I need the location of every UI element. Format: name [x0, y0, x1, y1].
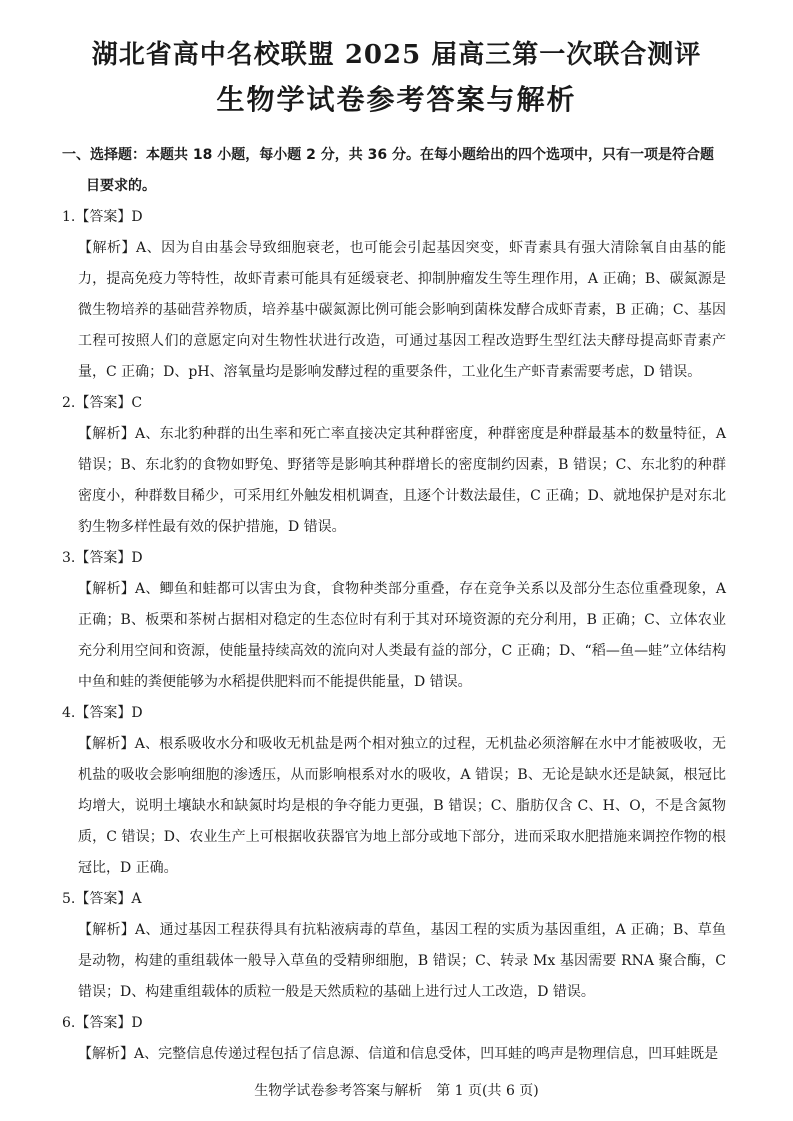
- answer-line: 2.【答案】C: [62, 395, 143, 411]
- analysis-paragraph: 【解析】A、完整信息传递过程包括了信息源、信道和信息受体，凹耳蛙的鸣声是物理信息，凹耳蛙既是: [78, 1046, 719, 1062]
- answer-line: 1.【答案】D: [62, 209, 143, 225]
- analysis-paragraph: 【解析】A、因为自由基会导致细胞衰老，也可能会引起基因突变，虾青素具有强大清除氧自由基的能力，提高免疫力等特性，故虾青素可能具有延缓衰老、抑制肿瘤发生等生理作用，A 正确；B、碳氮源是微生物培养的基础营养物质，培养基中碳氮源比例可能会影响到菌株发酵合成虾青素，B 正确；C、基因工程可按照人们的意愿定向对生物性状进行改造，可通过基因工程改造野生型红法夫酵母提高虾青素产量，C 正确；D、pH、溶氧量均是影响发酵过程的重要条件，工业化生产虾青素需要考虑，D 错误。: [78, 240, 726, 380]
- answer-line: 5.【答案】A: [62, 891, 142, 907]
- question-block-1: [62, 202, 726, 388]
- analysis-paragraph: 【解析】A、根系吸收水分和吸收无机盐是两个相对独立的过程，无机盐必须溶解在水中才能被吸收，无机盐的吸收会影响细胞的渗透压，从而影响根系对水的吸收，A 错误；B、无论是缺水还是缺氮，根冠比均增大，说明土壤缺水和缺氮时均是根的争夺能力更强，B 错误；C、脂肪仅含 C、H、O，不是含氮物质，C 错误；D、农业生产上可根据收获器官为地上部分或地下部分，进而采取水肥措施来调控作物的根冠比，D 正确。: [78, 736, 726, 876]
- answer-line: 3.【答案】D: [62, 550, 143, 566]
- document-title: 湖北省高中名校联盟 2025 届高三第一次联合测评: [91, 40, 702, 70]
- question-block-5: [62, 884, 726, 1008]
- analysis-paragraph: 【解析】A、通过基因工程获得具有抗粘液病毒的草鱼，基因工程的实质为基因重组，A 正确；B、草鱼是动物，构建的重组载体一般导入草鱼的受精卵细胞，B 错误；C、转录 Mx 基因需要 RNA 聚合酶，C 错误；D、构建重组载体的质粒一般是天然质粒的基础上进行过人工改造，D 错误。: [78, 922, 726, 1000]
- analysis-paragraph: 【解析】A、东北豹种群的出生率和死亡率直接决定其种群密度，种群密度是种群最基本的数量特征，A 错误；B、东北豹的食物如野兔、野猪等是影响其种群增长的密度制约因素，B 错误；C、东北豹的种群密度小，种群数目稀少，可采用红外触发相机调查，且逐个计数法最佳，C 正确；D、就地保护是对东北豹生物多样性最有效的保护措施，D 错误。: [78, 426, 726, 535]
- answer-line: 4.【答案】D: [62, 705, 143, 721]
- answer-line: 6.【答案】D: [62, 1015, 143, 1031]
- document-body: [62, 140, 726, 1070]
- question-block-3: [62, 543, 726, 698]
- page-footer: 生物学试卷参考答案与解析 第 1 页(共 6 页): [254, 1083, 539, 1099]
- question-block-6: [62, 1008, 726, 1070]
- question-block-2: [62, 388, 726, 543]
- question-block-4: [62, 698, 726, 884]
- section-heading: 一、选择题：本题共 18 小题，每小题 2 分，共 36 分。在每小题给出的四个选项中，只有一项是符合题目要求的。: [62, 147, 714, 194]
- analysis-paragraph: 【解析】A、鲫鱼和蛙都可以害虫为食，食物种类部分重叠，存在竞争关系以及部分生态位重叠现象，A 正确；B、板栗和茶树占据相对稳定的生态位时有利于其对环境资源的充分利用，B 正确；C、立体农业充分利用空间和资源，使能量持续高效的流向对人类最有益的部分，C 正确；D、“稻—鱼—蛙”立体结构中鱼和蛙的粪便能够为水稻提供肥料而不能提供能量，D 错误。: [78, 581, 726, 690]
- document-subtitle: 生物学试卷参考答案与解析: [216, 83, 577, 116]
